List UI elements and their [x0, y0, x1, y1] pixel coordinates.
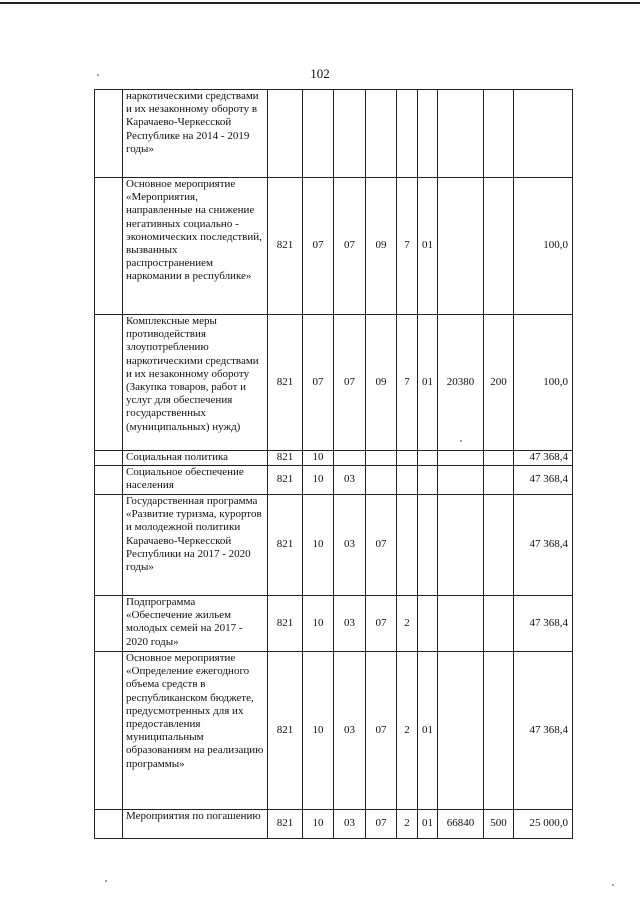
table-row [95, 315, 573, 451]
code-cell: 07 [303, 315, 334, 451]
code-cell: 07 [334, 315, 366, 451]
amount-cell: 100,0 [514, 315, 573, 451]
amount-cell: 47 368,4 [514, 451, 573, 466]
budget-table [94, 89, 573, 839]
code-cell [438, 90, 484, 178]
table-row [95, 178, 573, 315]
code-cell: 821 [268, 810, 303, 839]
code-cell: 2 [397, 810, 418, 839]
code-cell: 10 [303, 652, 334, 810]
code-cell [268, 90, 303, 178]
code-cell: 01 [418, 652, 438, 810]
code-cell: 2 [397, 596, 418, 652]
table-row [95, 810, 573, 839]
table-row [95, 451, 573, 466]
scan-speck [105, 880, 107, 882]
code-cell [438, 466, 484, 495]
name-cell: Социальное обеспечение населения [123, 466, 268, 495]
code-cell [366, 90, 397, 178]
index-cell [95, 810, 123, 839]
table-row [95, 596, 573, 652]
code-cell: 200 [484, 315, 514, 451]
code-cell [303, 90, 334, 178]
amount-cell: 47 368,4 [514, 652, 573, 810]
code-cell [418, 596, 438, 652]
code-cell [397, 90, 418, 178]
code-cell [418, 90, 438, 178]
amount-cell [514, 90, 573, 178]
scan-speck [460, 440, 462, 442]
code-cell: 10 [303, 596, 334, 652]
code-cell: 821 [268, 315, 303, 451]
code-cell: 821 [268, 596, 303, 652]
top-border-line [0, 2, 640, 4]
code-cell: 821 [268, 466, 303, 495]
code-cell [438, 596, 484, 652]
code-cell [484, 90, 514, 178]
code-cell: 03 [334, 495, 366, 596]
name-cell: Основное мероприятие «Определение ежегодного объема средств в республиканском бюджете, предусмотренных для их предоставления муниципальным образованиям на реализацию программы» [123, 652, 268, 810]
code-cell: 10 [303, 495, 334, 596]
code-cell: 09 [366, 178, 397, 315]
code-cell: 07 [366, 596, 397, 652]
code-cell: 7 [397, 315, 418, 451]
code-cell: 03 [334, 596, 366, 652]
code-cell: 66840 [438, 810, 484, 839]
amount-cell: 47 368,4 [514, 495, 573, 596]
index-cell [95, 315, 123, 451]
code-cell: 01 [418, 315, 438, 451]
amount-cell: 25 000,0 [514, 810, 573, 839]
index-cell [95, 652, 123, 810]
code-cell: 07 [366, 495, 397, 596]
page-number: 102 [310, 66, 330, 81]
code-cell: 821 [268, 652, 303, 810]
index-cell [95, 596, 123, 652]
code-cell: 07 [366, 810, 397, 839]
budget-table-body [95, 90, 573, 839]
code-cell: 07 [334, 178, 366, 315]
scan-speck [612, 884, 614, 886]
code-cell: 20380 [438, 315, 484, 451]
code-cell [438, 652, 484, 810]
name-cell: Мероприятия по погашению [123, 810, 268, 839]
code-cell: 01 [418, 810, 438, 839]
name-cell: Государственная программа «Развитие туризма, курортов и молодежной политики Карачаево-Черкесской Республики на 2017 - 2020 годы» [123, 495, 268, 596]
name-cell: Социальная политика [123, 451, 268, 466]
code-cell: 09 [366, 315, 397, 451]
name-cell: Подпрограмма «Обеспечение жильем молодых семей на 2017 - 2020 годы» [123, 596, 268, 652]
code-cell [438, 495, 484, 596]
code-cell [418, 495, 438, 596]
amount-cell: 100,0 [514, 178, 573, 315]
index-cell [95, 466, 123, 495]
scan-speck [97, 74, 99, 76]
code-cell [366, 466, 397, 495]
code-cell [397, 466, 418, 495]
code-cell: 7 [397, 178, 418, 315]
index-cell [95, 495, 123, 596]
name-cell: Комплексные меры противодействия злоупотреблению наркотическими средствами и их незаконному обороту (Закупка товаров, работ и услуг для обеспечения государственных (муниципальных) нужд) [123, 315, 268, 451]
code-cell: 2 [397, 652, 418, 810]
code-cell [418, 466, 438, 495]
table-row [95, 90, 573, 178]
code-cell [418, 451, 438, 466]
index-cell [95, 178, 123, 315]
code-cell: 821 [268, 178, 303, 315]
code-cell [334, 451, 366, 466]
code-cell [484, 596, 514, 652]
code-cell [484, 451, 514, 466]
amount-cell: 47 368,4 [514, 596, 573, 652]
code-cell: 01 [418, 178, 438, 315]
code-cell [397, 451, 418, 466]
code-cell [438, 178, 484, 315]
amount-cell: 47 368,4 [514, 466, 573, 495]
code-cell [366, 451, 397, 466]
code-cell: 821 [268, 451, 303, 466]
code-cell: 10 [303, 451, 334, 466]
index-cell [95, 451, 123, 466]
code-cell [397, 495, 418, 596]
code-cell: 07 [303, 178, 334, 315]
code-cell [438, 451, 484, 466]
name-cell: наркотическими средствами и их незаконному обороту в Карачаево-Черкесской Республике на 2014 - 2019 годы» [123, 90, 268, 178]
code-cell [334, 90, 366, 178]
code-cell: 500 [484, 810, 514, 839]
code-cell: 03 [334, 810, 366, 839]
code-cell [484, 652, 514, 810]
code-cell: 10 [303, 466, 334, 495]
code-cell: 10 [303, 810, 334, 839]
index-cell [95, 90, 123, 178]
code-cell: 03 [334, 466, 366, 495]
table-row [95, 652, 573, 810]
code-cell: 03 [334, 652, 366, 810]
code-cell [484, 495, 514, 596]
code-cell: 07 [366, 652, 397, 810]
code-cell [484, 466, 514, 495]
code-cell [484, 178, 514, 315]
table-row [95, 466, 573, 495]
name-cell: Основное мероприятие «Мероприятия, направленные на снижение негативных социально - экономических последствий, вызванных распространением наркомании в республике» [123, 178, 268, 315]
table-row [95, 495, 573, 596]
code-cell: 821 [268, 495, 303, 596]
